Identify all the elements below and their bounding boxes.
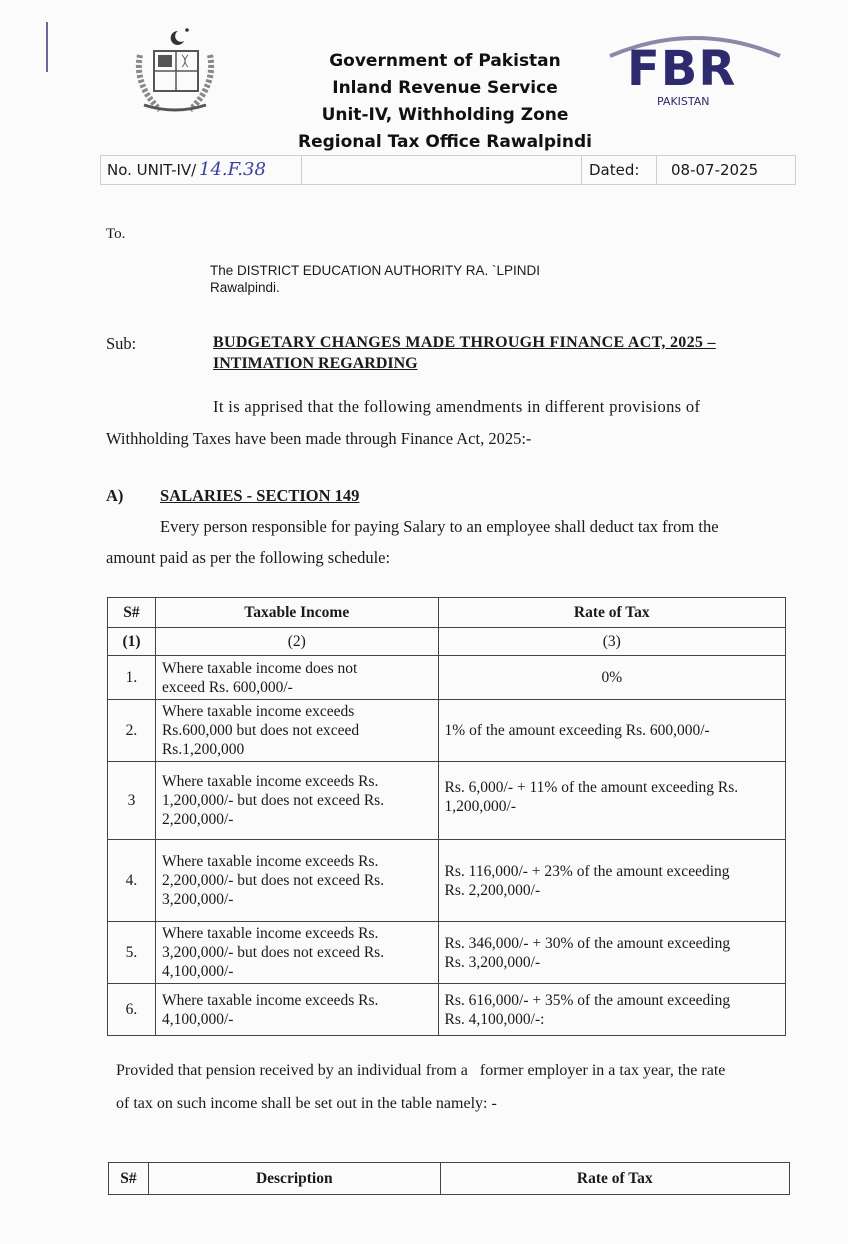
income-line: 4,100,000/- xyxy=(161,1010,234,1028)
section-a-title: SALARIES - SECTION 149 xyxy=(160,486,360,505)
pension-line-2: of tax on such income shall be set out in the table namely: - xyxy=(116,1095,497,1112)
header-sn: S# xyxy=(108,598,156,628)
row-income xyxy=(155,984,438,1036)
row-income xyxy=(155,656,438,700)
income-line: 2,200,000/- xyxy=(161,811,234,828)
row-rate xyxy=(438,700,785,762)
rate-line: Rs. 2,200,000/- xyxy=(444,881,541,899)
pension-header-sn: S# xyxy=(109,1163,149,1195)
row-sn: 2. xyxy=(108,700,156,762)
table-row xyxy=(108,840,786,922)
income-line: 2,200,000/- but does not exceed Rs. xyxy=(161,872,385,889)
row-sn: 4. xyxy=(108,840,156,922)
pension-line-1: Provided that pension received by an individual from a former employer in a tax year, the rate xyxy=(116,1062,726,1079)
col-number-1: (1) xyxy=(108,628,156,656)
col-number-2: (2) xyxy=(155,628,438,656)
row-rate xyxy=(438,984,785,1036)
fbr-logo xyxy=(605,28,785,113)
col-number-3: (3) xyxy=(438,628,785,656)
row-income xyxy=(155,700,438,762)
reference-no-handwritten: 14.F.38 xyxy=(199,159,266,180)
to-label: To. xyxy=(106,226,126,242)
pen-mark xyxy=(46,22,48,72)
row-sn: 6. xyxy=(108,984,156,1036)
rate-line: Rs. 3,200,000/- xyxy=(444,953,541,971)
header-taxable-income: Taxable Income xyxy=(155,598,438,628)
row-income xyxy=(155,840,438,922)
rate-line: 0% xyxy=(601,669,623,686)
row-income xyxy=(155,762,438,840)
intro-line-1: It is apprised that the following amendments in different provisions of xyxy=(213,397,701,416)
letterhead-line-3: Unit-IV, Withholding Zone xyxy=(321,105,569,125)
letterhead-line-1: Government of Pakistan xyxy=(329,51,561,71)
row-rate xyxy=(438,840,785,922)
row-rate xyxy=(438,762,785,840)
income-line: 4,100,000/- xyxy=(161,963,234,980)
pakistan-emblem-icon xyxy=(130,25,220,120)
table-row xyxy=(108,762,786,840)
fbr-logo-subtext: PAKISTAN xyxy=(657,95,710,108)
section-a-marker: A) xyxy=(106,486,124,505)
rate-line: Rs. 4,100,000/-: xyxy=(444,1010,545,1028)
income-line: Rs.1,200,000 xyxy=(161,741,245,758)
reference-no-label: No. UNIT-IV/ xyxy=(107,161,197,179)
dated-label: Dated: xyxy=(589,161,640,179)
rate-line: Rs. 116,000/- + 23% of the amount exceeding xyxy=(444,862,730,880)
table-row xyxy=(108,922,786,984)
intro-line-2: Withholding Taxes have been made through Finance Act, 2025:- xyxy=(106,429,532,448)
row-sn: 3 xyxy=(108,762,156,840)
addressee-line-2: Rawalpindi. xyxy=(210,280,280,295)
subject-label: Sub: xyxy=(106,334,137,353)
pension-header-description: Description xyxy=(148,1163,440,1195)
income-line: Where taxable income exceeds Rs. xyxy=(161,773,379,790)
pension-tax-table xyxy=(108,1162,790,1195)
rate-line: Rs. 346,000/- + 30% of the amount exceeding xyxy=(444,934,731,952)
row-sn: 1. xyxy=(108,656,156,700)
table-row xyxy=(108,984,786,1036)
section-a-para-line-2: amount paid as per the following schedule: xyxy=(106,548,391,567)
income-line: exceed Rs. 600,000/- xyxy=(161,678,293,696)
row-sn: 5. xyxy=(108,922,156,984)
reference-bar xyxy=(100,155,796,185)
section-a-para-line-1: Every person responsible for paying Salary to an employee shall deduct tax from the xyxy=(160,517,719,536)
rate-line: 1% of the amount exceeding Rs. 600,000/- xyxy=(444,722,710,739)
letterhead-line-4: Regional Tax Office Rawalpindi xyxy=(298,132,592,152)
subject-line-2: INTIMATION REGARDING xyxy=(213,355,418,372)
salary-tax-table xyxy=(107,597,786,1036)
rate-line: Rs. 616,000/- + 35% of the amount exceeding xyxy=(444,991,731,1009)
rate-line: Rs. 6,000/- + 11% of the amount exceeding Rs. xyxy=(444,779,739,796)
income-line: Where taxable income exceeds xyxy=(161,703,355,720)
subject-line-1: BUDGETARY CHANGES MADE THROUGH FINANCE ACT, 2025 – xyxy=(213,334,716,351)
income-line: 1,200,000/- but does not exceed Rs. xyxy=(161,792,385,809)
income-line: Where taxable income does not xyxy=(161,659,358,677)
table-row xyxy=(108,656,786,700)
header-rate-of-tax: Rate of Tax xyxy=(438,598,785,628)
addressee-line-1: The DISTRICT EDUCATION AUTHORITY RA. `LPINDI xyxy=(210,263,541,278)
pension-header-rate-of-tax: Rate of Tax xyxy=(440,1163,789,1195)
fbr-logo-text: FBR xyxy=(627,41,737,97)
table-row xyxy=(108,700,786,762)
income-line: Where taxable income exceeds Rs. xyxy=(161,991,379,1009)
income-line: Where taxable income exceeds Rs. xyxy=(161,925,379,942)
row-rate xyxy=(438,922,785,984)
rate-line: 1,200,000/- xyxy=(444,798,517,815)
letterhead-line-2: Inland Revenue Service xyxy=(332,78,558,98)
row-income xyxy=(155,922,438,984)
income-line: Where taxable income exceeds Rs. xyxy=(161,853,379,870)
income-line: Rs.600,000 but does not exceed xyxy=(161,722,360,739)
income-line: 3,200,000/- xyxy=(161,891,234,908)
row-rate xyxy=(438,656,785,700)
income-line: 3,200,000/- but does not exceed Rs. xyxy=(161,944,385,961)
date-value: 08-07-2025 xyxy=(671,161,759,179)
